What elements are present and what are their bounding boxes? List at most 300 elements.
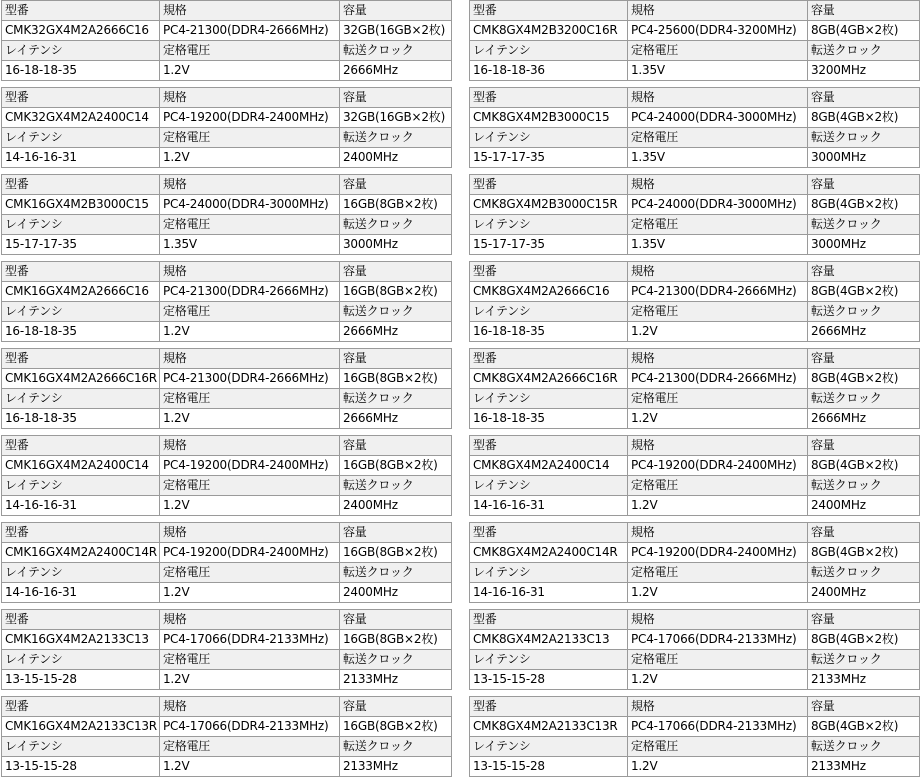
clock-value: 2400MHz — [340, 496, 452, 516]
value-row — [2, 670, 452, 690]
clock-value: 2133MHz — [340, 757, 452, 777]
model-number: CMK8GX4M2A2133C13 — [470, 630, 628, 650]
header-row — [2, 302, 452, 322]
voltage-value: 1.2V — [160, 757, 340, 777]
voltage-value: 1.2V — [160, 496, 340, 516]
voltage-label: 定格電圧 — [160, 215, 340, 235]
model-label: 型番 — [2, 523, 160, 543]
capacity-label: 容量 — [340, 610, 452, 630]
latency-value: 14-16-16-31 — [2, 496, 160, 516]
clock-value: 2400MHz — [808, 496, 920, 516]
clock-label: 転送クロック — [808, 476, 920, 496]
voltage-label: 定格電圧 — [160, 389, 340, 409]
model-number: CMK16GX4M2A2666C16R — [2, 369, 160, 389]
capacity-value: 8GB(4GB×2枚) — [808, 369, 920, 389]
latency-label: レイテンシ — [470, 650, 628, 670]
spec-table — [469, 522, 920, 603]
clock-label: 転送クロック — [340, 128, 452, 148]
value-row — [470, 670, 920, 690]
capacity-value: 8GB(4GB×2枚) — [808, 717, 920, 737]
clock-value: 2400MHz — [340, 583, 452, 603]
clock-label: 転送クロック — [340, 476, 452, 496]
header-row — [470, 436, 920, 456]
header-row — [2, 563, 452, 583]
capacity-label: 容量 — [340, 88, 452, 108]
header-row — [470, 476, 920, 496]
standard-value: PC4-21300(DDR4-2666MHz) — [160, 21, 340, 41]
standard-label: 規格 — [628, 88, 808, 108]
capacity-value: 8GB(4GB×2枚) — [808, 195, 920, 215]
latency-label: レイテンシ — [470, 302, 628, 322]
standard-label: 規格 — [160, 523, 340, 543]
clock-label: 転送クロック — [340, 563, 452, 583]
standard-label: 規格 — [628, 1, 808, 21]
standard-label: 規格 — [628, 610, 808, 630]
standard-value: PC4-17066(DDR4-2133MHz) — [628, 717, 808, 737]
standard-label: 規格 — [628, 436, 808, 456]
header-row — [470, 697, 920, 717]
spec-table — [469, 87, 920, 168]
spec-table — [469, 261, 920, 342]
header-row — [2, 215, 452, 235]
voltage-label: 定格電圧 — [628, 476, 808, 496]
voltage-value: 1.35V — [628, 61, 808, 81]
latency-value: 14-16-16-31 — [2, 583, 160, 603]
latency-value: 15-17-17-35 — [2, 235, 160, 255]
value-row — [470, 496, 920, 516]
spec-table — [1, 0, 452, 81]
model-number: CMK8GX4M2B3000C15R — [470, 195, 628, 215]
capacity-value: 16GB(8GB×2枚) — [340, 369, 452, 389]
capacity-value: 8GB(4GB×2枚) — [808, 21, 920, 41]
latency-value: 13-15-15-28 — [2, 757, 160, 777]
standard-label: 規格 — [160, 262, 340, 282]
standard-value: PC4-21300(DDR4-2666MHz) — [160, 369, 340, 389]
model-label: 型番 — [2, 610, 160, 630]
model-number: CMK32GX4M2A2400C14 — [2, 108, 160, 128]
header-row — [470, 349, 920, 369]
header-row — [470, 737, 920, 757]
header-row — [2, 1, 452, 21]
clock-label: 転送クロック — [808, 128, 920, 148]
voltage-value: 1.2V — [160, 148, 340, 168]
header-row — [2, 610, 452, 630]
voltage-label: 定格電圧 — [628, 41, 808, 61]
model-label: 型番 — [470, 262, 628, 282]
model-label: 型番 — [2, 436, 160, 456]
latency-value: 14-16-16-31 — [470, 583, 628, 603]
model-number: CMK8GX4M2B3000C15 — [470, 108, 628, 128]
voltage-value: 1.2V — [628, 670, 808, 690]
latency-value: 16-18-18-35 — [2, 61, 160, 81]
capacity-label: 容量 — [808, 88, 920, 108]
clock-label: 転送クロック — [808, 563, 920, 583]
capacity-label: 容量 — [340, 697, 452, 717]
header-row — [2, 737, 452, 757]
latency-label: レイテンシ — [2, 302, 160, 322]
model-label: 型番 — [2, 262, 160, 282]
capacity-label: 容量 — [808, 697, 920, 717]
latency-value: 16-18-18-36 — [470, 61, 628, 81]
header-row — [470, 563, 920, 583]
capacity-value: 16GB(8GB×2枚) — [340, 195, 452, 215]
model-number: CMK8GX4M2A2666C16 — [470, 282, 628, 302]
value-row — [2, 717, 452, 737]
model-number: CMK8GX4M2A2400C14 — [470, 456, 628, 476]
header-row — [470, 128, 920, 148]
voltage-value: 1.2V — [160, 670, 340, 690]
latency-label: レイテンシ — [2, 737, 160, 757]
spec-table — [1, 174, 452, 255]
standard-value: PC4-19200(DDR4-2400MHz) — [160, 543, 340, 563]
model-number: CMK8GX4M2A2133C13R — [470, 717, 628, 737]
model-number: CMK8GX4M2B3200C16R — [470, 21, 628, 41]
clock-label: 転送クロック — [340, 389, 452, 409]
model-number: CMK16GX4M2A2400C14 — [2, 456, 160, 476]
clock-value: 3000MHz — [340, 235, 452, 255]
clock-label: 転送クロック — [808, 650, 920, 670]
capacity-label: 容量 — [808, 610, 920, 630]
model-number: CMK16GX4M2B3000C15 — [2, 195, 160, 215]
spec-table — [469, 0, 920, 81]
capacity-label: 容量 — [808, 523, 920, 543]
value-row — [470, 757, 920, 777]
voltage-label: 定格電圧 — [160, 737, 340, 757]
standard-value: PC4-19200(DDR4-2400MHz) — [628, 456, 808, 476]
capacity-label: 容量 — [340, 349, 452, 369]
model-number: CMK32GX4M2A2666C16 — [2, 21, 160, 41]
header-row — [470, 610, 920, 630]
voltage-value: 1.2V — [160, 583, 340, 603]
header-row — [2, 436, 452, 456]
header-row — [2, 175, 452, 195]
clock-label: 転送クロック — [340, 215, 452, 235]
standard-value: PC4-24000(DDR4-3000MHz) — [628, 108, 808, 128]
header-row — [2, 88, 452, 108]
header-row — [470, 88, 920, 108]
voltage-value: 1.35V — [628, 148, 808, 168]
clock-value: 2400MHz — [808, 583, 920, 603]
value-row — [2, 369, 452, 389]
capacity-value: 16GB(8GB×2枚) — [340, 717, 452, 737]
latency-label: レイテンシ — [470, 563, 628, 583]
value-row — [2, 148, 452, 168]
value-row — [470, 369, 920, 389]
clock-value: 2666MHz — [340, 322, 452, 342]
capacity-label: 容量 — [808, 262, 920, 282]
capacity-label: 容量 — [808, 175, 920, 195]
latency-label: レイテンシ — [470, 41, 628, 61]
value-row — [2, 21, 452, 41]
clock-value: 3200MHz — [808, 61, 920, 81]
voltage-label: 定格電圧 — [160, 563, 340, 583]
clock-label: 転送クロック — [340, 737, 452, 757]
voltage-label: 定格電圧 — [160, 650, 340, 670]
value-row — [2, 195, 452, 215]
standard-label: 規格 — [628, 349, 808, 369]
standard-label: 規格 — [628, 523, 808, 543]
capacity-value: 8GB(4GB×2枚) — [808, 543, 920, 563]
header-row — [470, 175, 920, 195]
latency-value: 14-16-16-31 — [2, 148, 160, 168]
value-row — [2, 496, 452, 516]
memory-spec-grid — [1, 0, 919, 777]
clock-value: 2666MHz — [808, 409, 920, 429]
voltage-value: 1.2V — [628, 757, 808, 777]
clock-value: 3000MHz — [808, 235, 920, 255]
standard-label: 規格 — [160, 436, 340, 456]
voltage-value: 1.35V — [628, 235, 808, 255]
voltage-label: 定格電圧 — [160, 302, 340, 322]
model-label: 型番 — [470, 175, 628, 195]
value-row — [470, 409, 920, 429]
capacity-label: 容量 — [808, 1, 920, 21]
model-label: 型番 — [470, 436, 628, 456]
latency-label: レイテンシ — [2, 41, 160, 61]
standard-label: 規格 — [628, 175, 808, 195]
header-row — [470, 41, 920, 61]
model-label: 型番 — [2, 88, 160, 108]
latency-value: 13-15-15-28 — [470, 757, 628, 777]
standard-value: PC4-24000(DDR4-3000MHz) — [628, 195, 808, 215]
value-row — [2, 757, 452, 777]
value-row — [470, 61, 920, 81]
model-label: 型番 — [2, 175, 160, 195]
voltage-label: 定格電圧 — [628, 650, 808, 670]
clock-label: 転送クロック — [808, 215, 920, 235]
clock-label: 転送クロック — [808, 302, 920, 322]
value-row — [2, 630, 452, 650]
latency-label: レイテンシ — [470, 389, 628, 409]
model-number: CMK16GX4M2A2400C14R — [2, 543, 160, 563]
header-row — [470, 262, 920, 282]
header-row — [470, 389, 920, 409]
voltage-label: 定格電圧 — [628, 389, 808, 409]
value-row — [2, 322, 452, 342]
voltage-value: 1.35V — [160, 235, 340, 255]
capacity-value: 32GB(16GB×2枚) — [340, 21, 452, 41]
value-row — [470, 322, 920, 342]
voltage-value: 1.2V — [628, 583, 808, 603]
model-number: CMK16GX4M2A2666C16 — [2, 282, 160, 302]
standard-value: PC4-21300(DDR4-2666MHz) — [628, 369, 808, 389]
latency-value: 14-16-16-31 — [470, 496, 628, 516]
voltage-value: 1.2V — [628, 409, 808, 429]
value-row — [470, 717, 920, 737]
latency-label: レイテンシ — [470, 215, 628, 235]
model-number: CMK16GX4M2A2133C13 — [2, 630, 160, 650]
capacity-label: 容量 — [808, 436, 920, 456]
voltage-value: 1.2V — [160, 409, 340, 429]
model-number: CMK8GX4M2A2400C14R — [470, 543, 628, 563]
clock-label: 転送クロック — [340, 650, 452, 670]
spec-table — [1, 348, 452, 429]
spec-table — [1, 87, 452, 168]
spec-table — [469, 696, 920, 777]
standard-value: PC4-19200(DDR4-2400MHz) — [160, 456, 340, 476]
header-row — [470, 302, 920, 322]
standard-label: 規格 — [160, 697, 340, 717]
standard-value: PC4-19200(DDR4-2400MHz) — [160, 108, 340, 128]
standard-label: 規格 — [160, 1, 340, 21]
spec-table — [1, 522, 452, 603]
header-row — [470, 1, 920, 21]
capacity-value: 8GB(4GB×2枚) — [808, 456, 920, 476]
capacity-value: 16GB(8GB×2枚) — [340, 630, 452, 650]
capacity-label: 容量 — [340, 1, 452, 21]
voltage-label: 定格電圧 — [160, 128, 340, 148]
latency-value: 13-15-15-28 — [470, 670, 628, 690]
capacity-label: 容量 — [340, 523, 452, 543]
model-label: 型番 — [470, 697, 628, 717]
latency-value: 13-15-15-28 — [2, 670, 160, 690]
model-label: 型番 — [470, 1, 628, 21]
spec-table — [469, 174, 920, 255]
spec-table — [469, 348, 920, 429]
clock-label: 転送クロック — [340, 302, 452, 322]
clock-value: 2666MHz — [340, 409, 452, 429]
header-row — [2, 349, 452, 369]
latency-label: レイテンシ — [2, 215, 160, 235]
model-label: 型番 — [470, 88, 628, 108]
header-row — [2, 697, 452, 717]
model-label: 型番 — [2, 1, 160, 21]
value-row — [2, 409, 452, 429]
value-row — [2, 108, 452, 128]
standard-value: PC4-24000(DDR4-3000MHz) — [160, 195, 340, 215]
spec-table — [1, 261, 452, 342]
header-row — [2, 389, 452, 409]
value-row — [2, 235, 452, 255]
clock-value: 3000MHz — [808, 148, 920, 168]
model-label: 型番 — [470, 523, 628, 543]
voltage-value: 1.2V — [628, 322, 808, 342]
model-number: CMK16GX4M2A2133C13R — [2, 717, 160, 737]
latency-label: レイテンシ — [470, 128, 628, 148]
header-row — [470, 650, 920, 670]
clock-label: 転送クロック — [808, 41, 920, 61]
clock-value: 2133MHz — [808, 757, 920, 777]
value-row — [470, 456, 920, 476]
latency-label: レイテンシ — [470, 476, 628, 496]
clock-label: 転送クロック — [340, 41, 452, 61]
latency-label: レイテンシ — [470, 737, 628, 757]
value-row — [2, 282, 452, 302]
value-row — [2, 61, 452, 81]
value-row — [2, 456, 452, 476]
standard-label: 規格 — [160, 175, 340, 195]
capacity-label: 容量 — [340, 262, 452, 282]
standard-label: 規格 — [160, 610, 340, 630]
latency-value: 16-18-18-35 — [470, 322, 628, 342]
capacity-label: 容量 — [808, 349, 920, 369]
clock-value: 2400MHz — [340, 148, 452, 168]
latency-value: 15-17-17-35 — [470, 235, 628, 255]
standard-value: PC4-21300(DDR4-2666MHz) — [160, 282, 340, 302]
clock-label: 転送クロック — [808, 737, 920, 757]
latency-label: レイテンシ — [2, 563, 160, 583]
capacity-value: 16GB(8GB×2枚) — [340, 282, 452, 302]
voltage-value: 1.2V — [628, 496, 808, 516]
voltage-value: 1.2V — [160, 61, 340, 81]
value-row — [470, 148, 920, 168]
header-row — [2, 128, 452, 148]
spec-table — [469, 609, 920, 690]
clock-value: 2133MHz — [340, 670, 452, 690]
standard-value: PC4-17066(DDR4-2133MHz) — [628, 630, 808, 650]
spec-table — [1, 696, 452, 777]
capacity-value: 32GB(16GB×2枚) — [340, 108, 452, 128]
model-label: 型番 — [470, 349, 628, 369]
model-label: 型番 — [470, 610, 628, 630]
value-row — [2, 583, 452, 603]
voltage-label: 定格電圧 — [628, 128, 808, 148]
clock-value: 2133MHz — [808, 670, 920, 690]
voltage-label: 定格電圧 — [628, 563, 808, 583]
voltage-label: 定格電圧 — [160, 41, 340, 61]
header-row — [470, 215, 920, 235]
latency-label: レイテンシ — [2, 389, 160, 409]
value-row — [470, 195, 920, 215]
header-row — [2, 41, 452, 61]
value-row — [2, 543, 452, 563]
latency-label: レイテンシ — [2, 476, 160, 496]
standard-label: 規格 — [160, 88, 340, 108]
capacity-value: 16GB(8GB×2枚) — [340, 456, 452, 476]
voltage-label: 定格電圧 — [628, 302, 808, 322]
capacity-value: 8GB(4GB×2枚) — [808, 630, 920, 650]
clock-value: 2666MHz — [340, 61, 452, 81]
header-row — [2, 523, 452, 543]
model-label: 型番 — [2, 349, 160, 369]
clock-label: 転送クロック — [808, 389, 920, 409]
value-row — [470, 21, 920, 41]
standard-value: PC4-19200(DDR4-2400MHz) — [628, 543, 808, 563]
voltage-value: 1.2V — [160, 322, 340, 342]
voltage-label: 定格電圧 — [628, 215, 808, 235]
latency-label: レイテンシ — [2, 128, 160, 148]
latency-value: 16-18-18-35 — [2, 322, 160, 342]
standard-label: 規格 — [628, 262, 808, 282]
value-row — [470, 583, 920, 603]
latency-value: 16-18-18-35 — [470, 409, 628, 429]
spec-table — [469, 435, 920, 516]
header-row — [2, 476, 452, 496]
value-row — [470, 108, 920, 128]
standard-value: PC4-25600(DDR4-3200MHz) — [628, 21, 808, 41]
standard-value: PC4-17066(DDR4-2133MHz) — [160, 717, 340, 737]
spec-table — [1, 435, 452, 516]
standard-label: 規格 — [628, 697, 808, 717]
header-row — [470, 523, 920, 543]
standard-label: 規格 — [160, 349, 340, 369]
spec-table — [1, 609, 452, 690]
latency-label: レイテンシ — [2, 650, 160, 670]
value-row — [470, 235, 920, 255]
latency-value: 16-18-18-35 — [2, 409, 160, 429]
model-number: CMK8GX4M2A2666C16R — [470, 369, 628, 389]
header-row — [2, 650, 452, 670]
capacity-value: 16GB(8GB×2枚) — [340, 543, 452, 563]
voltage-label: 定格電圧 — [628, 737, 808, 757]
value-row — [470, 543, 920, 563]
capacity-value: 8GB(4GB×2枚) — [808, 108, 920, 128]
capacity-label: 容量 — [340, 436, 452, 456]
voltage-label: 定格電圧 — [160, 476, 340, 496]
value-row — [470, 282, 920, 302]
standard-value: PC4-21300(DDR4-2666MHz) — [628, 282, 808, 302]
clock-value: 2666MHz — [808, 322, 920, 342]
